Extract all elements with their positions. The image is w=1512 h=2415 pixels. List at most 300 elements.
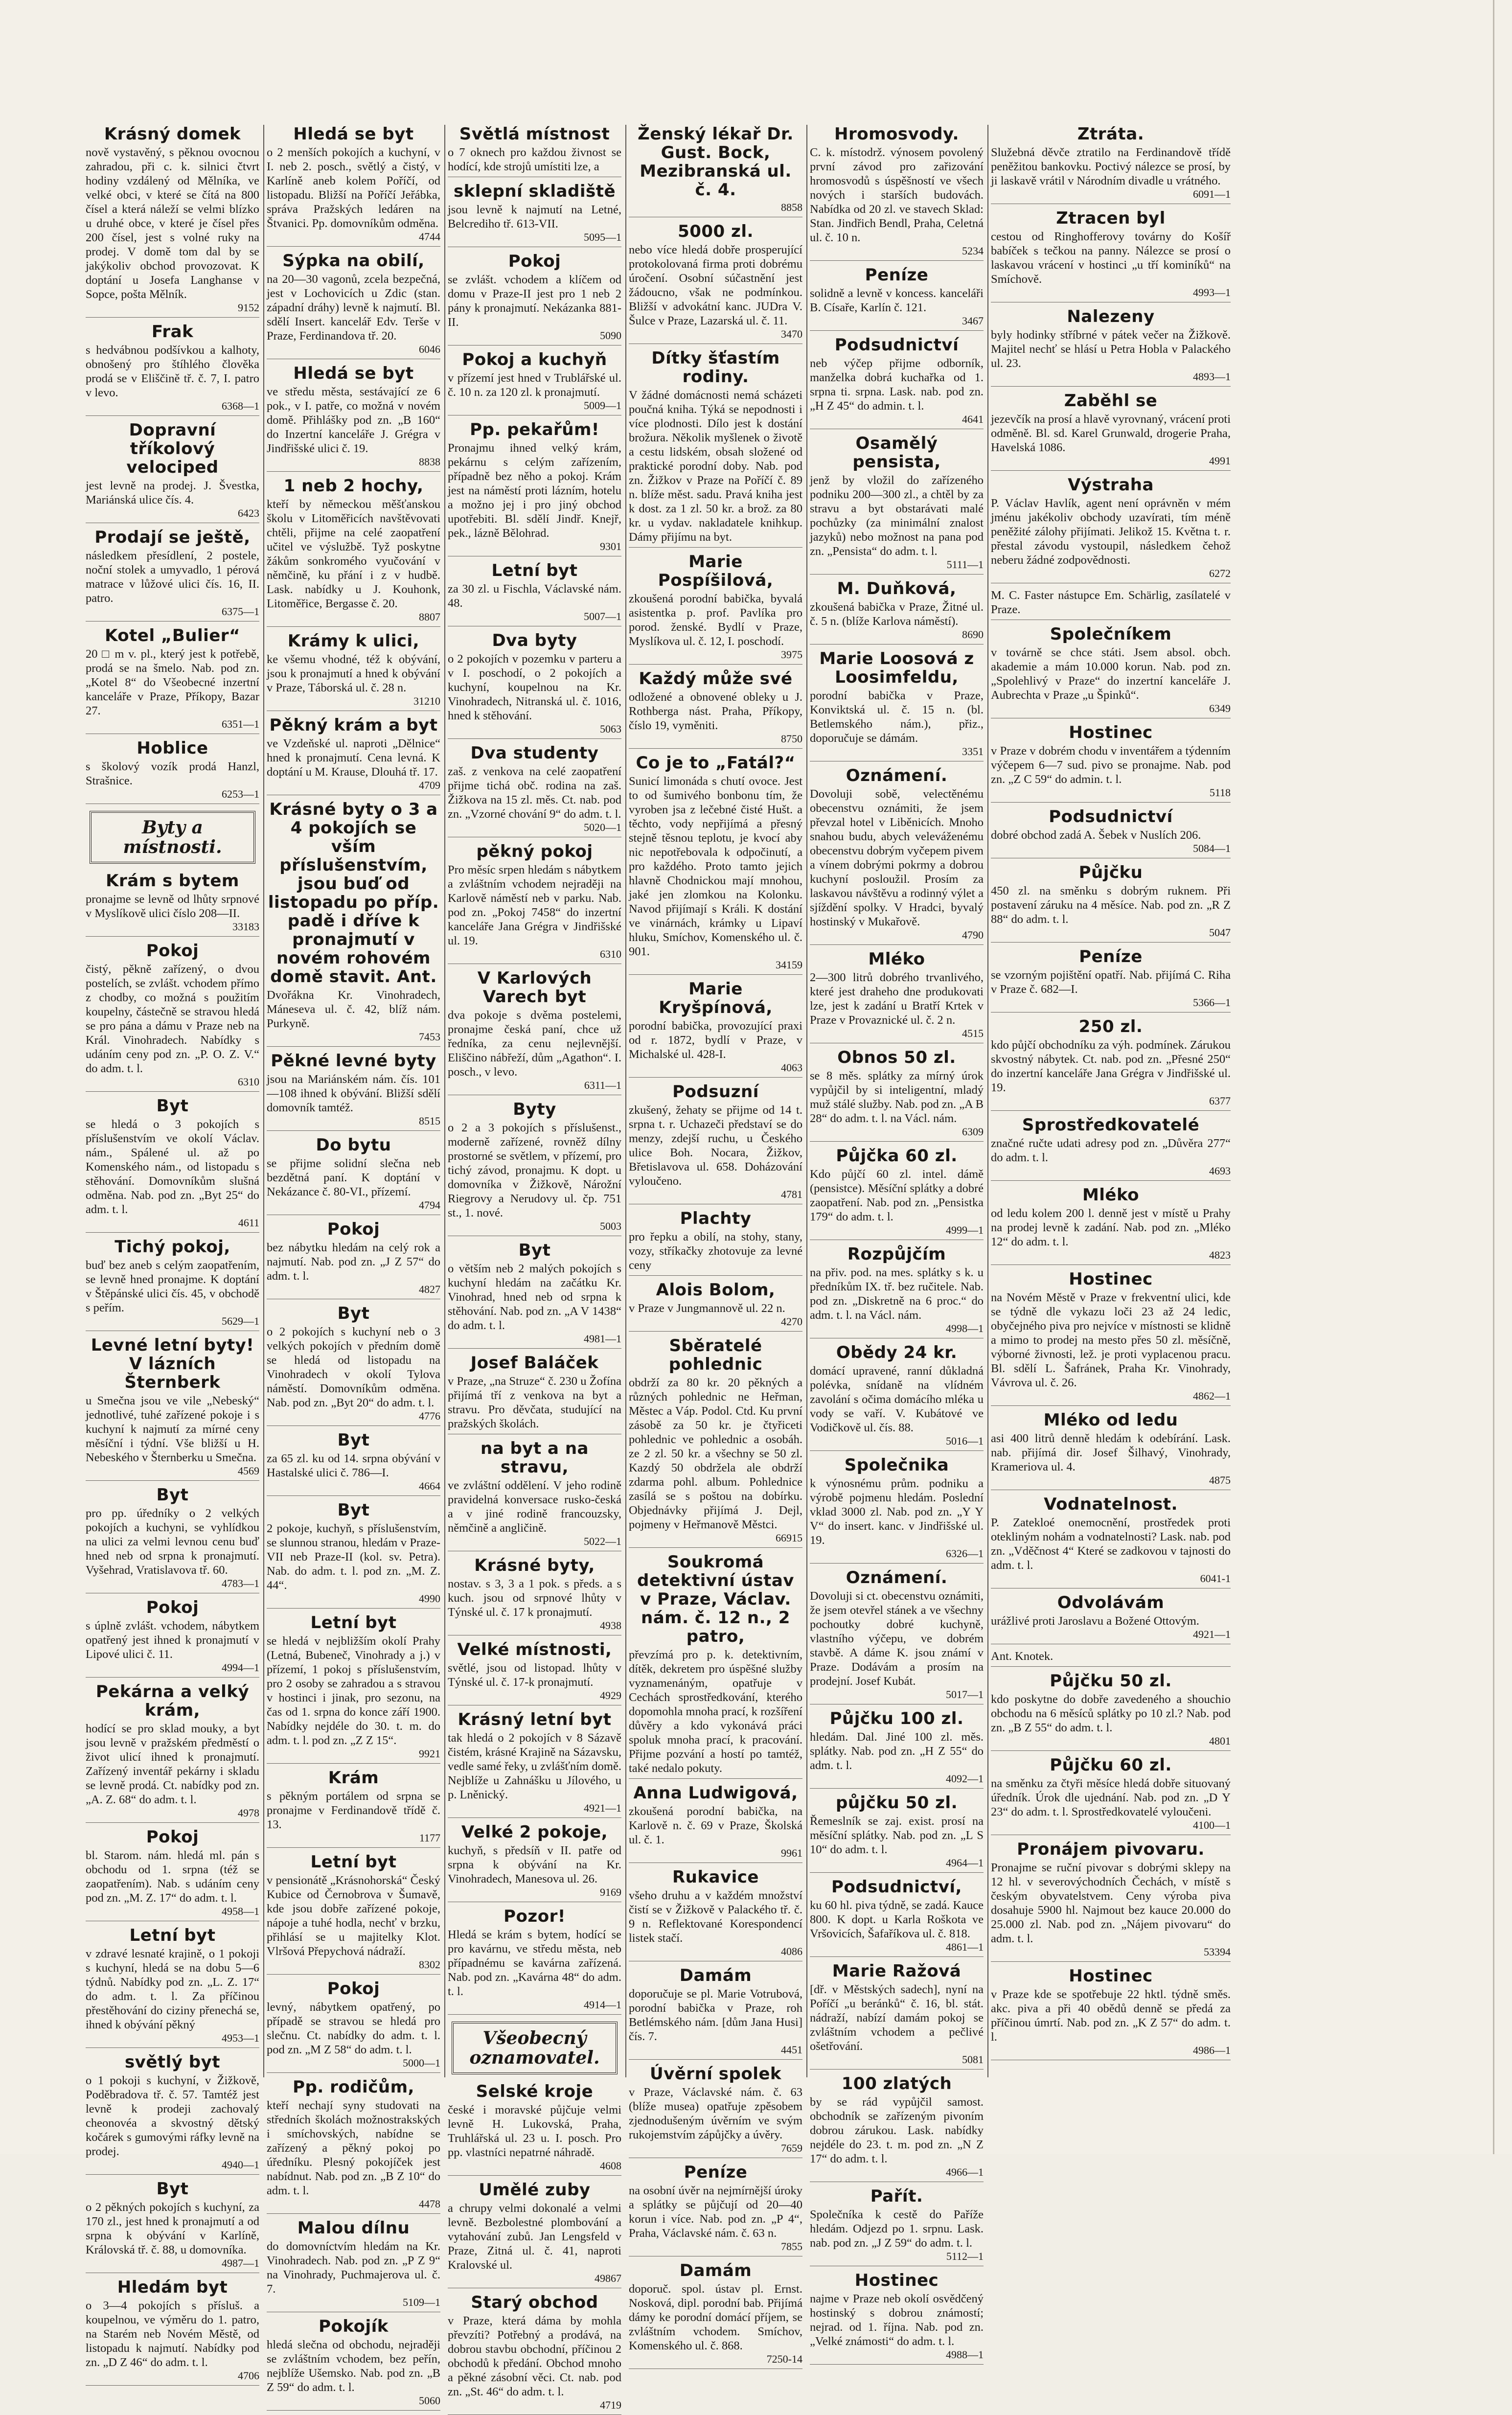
ad-text: odložené a obnovené obleky u J. Rothberga nást. Praha, Příkopy, číslo 19, vyměniti. bbox=[629, 690, 802, 732]
ad-title: Pozor! bbox=[504, 1907, 566, 1926]
ad-title: Hromosvody. bbox=[834, 124, 959, 144]
classified-ad bbox=[991, 476, 1231, 583]
ad-code: 5060 bbox=[419, 2394, 440, 2407]
ad-text: v pensionátě „Krásnohorská“ Český Kubice od Černobrova v Šumavě, kde jsou dobře zařízené pokoje, nápoje a tuhé hodla, nechť v brzku, přihlásí se u majitelky Klot. Vlršová Přepychová nádraží. bbox=[267, 1874, 440, 1958]
ad-text: na Novém Městě v Praze v frekventní ulici, kde se týdně dle vykazu loči 23 až 24 ledic, obyčejného piva pro nejvíce v místnosti se klidně a mimo to prodej na mesto přes 50 zl. měsíčně, výborné živnosti, lež. je proti vyplacenou pracu. Bl. sdělí L. Šafránek, Praha Kr. Vinohrady, Vávrova ul. č. 26. bbox=[991, 1291, 1231, 1389]
ad-text: P. Zatekloé onemocnění, prostředek proti otekliným nohám a vodnatelnosti? Lask. nab. pod zn. „Vděčnost 4“ Které se zadkovou v tajnosti do adm. t. l. bbox=[991, 1516, 1231, 1572]
ad-text: jenž by vložil do zařízeného podniku 200—300 zl., a chtěl by za stravu a byt obstarávati malé pochůzky (za minimální znalost jazyků) nebo možnost na pana pod zn. „Pensista“ do adm. t. l. bbox=[810, 474, 984, 558]
classified-ad bbox=[86, 626, 259, 734]
ad-title: Damám bbox=[679, 1966, 752, 1985]
ad-code: 4092—1 bbox=[946, 1772, 984, 1785]
ad-text: s hedvábnou podšívkou a kalhoty, obnošený pro štíhlého člověka prodá se v Eliščině tř. č. 7, I. patro v levo. bbox=[86, 344, 259, 399]
ad-code: 5000—1 bbox=[403, 2057, 440, 2069]
ad-title: Oznámení. bbox=[846, 766, 948, 785]
ad-code: 4706 bbox=[238, 2369, 259, 2382]
ad-code: 4999—1 bbox=[946, 1224, 984, 1236]
ad-code: 6375—1 bbox=[222, 605, 259, 618]
classified-ad bbox=[448, 631, 621, 739]
ad-code: 4063 bbox=[781, 1061, 802, 1074]
classified-ad bbox=[267, 1136, 440, 1215]
classified-ad bbox=[267, 632, 440, 711]
ad-code: 4270 bbox=[781, 1315, 802, 1328]
ad-code: 6326—1 bbox=[946, 1547, 984, 1560]
ad-title: Letní byt bbox=[310, 1613, 397, 1633]
ad-text: se 8 měs. splátky za mírný úrok vypůjčil by si inteligentní, mladý muž stálé služby. Nab. pod zn. „A B 28“ do adm. t. l. na Václ. nám. bbox=[810, 1069, 984, 1125]
ad-text: Hledá se krám s bytem, hodící se pro kavárnu, ve středu města, neb případnému se kavárna zařízená. Nab. pod zn. „Kavárna 48“ do adm. t. l. bbox=[448, 1928, 621, 1998]
ad-code: 4790 bbox=[962, 929, 984, 941]
classified-ad bbox=[991, 1672, 1231, 1751]
ad-text: ve Vzdeňské ul. naproti „Dělnice“ hned k pronajmutí. Cena levná. K doptání u M. Krause, Dlouhá tř. 17. bbox=[267, 737, 440, 779]
classified-ad bbox=[86, 421, 259, 523]
ad-title: Nalezeny bbox=[1067, 307, 1155, 326]
ad-title: Pokoj bbox=[327, 1979, 380, 1999]
ad-code: 9152 bbox=[238, 301, 259, 314]
ad-text: C. k. místodrž. výnosem povolený první závod pro zařizování hromosvodů s úspěšností ve všech nových i starších budovách. Nabídka od 20 zl. ve stavech Sklad: Stan. Jindřich Bendl, Praha, Celetná ul. č. 10 n. bbox=[810, 146, 984, 244]
ad-text: porodní babička, provozující praxi od r. 1872, bydlí v Praze, v Michalské ul. 428-I. bbox=[629, 1019, 802, 1061]
ad-title: Plachty bbox=[680, 1209, 752, 1228]
ad-title: Marie Kryšpínová, bbox=[659, 979, 773, 1017]
ad-text: kteří nechají syny studovati na středních školách možnostrakských i smíchovských, nabídne se zařízený a pěkný pokoj po úředníku. Plesný pokojíček jest nabídnut. Nab. pod zn. „B Z 10“ do adm. t. l. bbox=[267, 2099, 440, 2197]
classified-ad bbox=[629, 1966, 802, 2060]
classified-ad bbox=[448, 1640, 621, 1705]
classified-ad bbox=[448, 125, 621, 177]
classified-ad bbox=[448, 1100, 621, 1236]
ad-code: 1177 bbox=[419, 1832, 440, 1844]
ad-code: 66915 bbox=[776, 1532, 802, 1544]
classified-ad bbox=[267, 364, 440, 472]
ad-text: Kdo půjčí 60 zl. intel. dámě (pensistce). Měsíční splátky a dobré zaopatření. Nab. pod zn. „Pensistka 179“ do adm. t. l. bbox=[810, 1168, 984, 1223]
classified-ad bbox=[267, 1220, 440, 1299]
section-banner: Byty a místnosti. bbox=[90, 811, 255, 864]
column-2 bbox=[267, 124, 440, 2407]
ad-code: 8807 bbox=[419, 611, 440, 623]
ad-code: 9921 bbox=[419, 1748, 440, 1760]
ad-text: 450 zl. na směnku s dobrým ruknem. Při postavení záruku na 4 měsíce. Nab. pod zn. „R Z 88“ do adm. t. l. bbox=[991, 884, 1231, 926]
ad-title: Ztracen byl bbox=[1056, 208, 1166, 228]
ad-text: Dovoluji sobě, velectěnému obecenstvu oznámiti, že jsem převzal hotel v Liběnicích. Mnoho snahou budu, abych veleváženému obecenstvu dobrým vyčepem pivem a vínem dobrými pokrmy a dobrou kuchyní posloužil. Prosím za laskavou návštěvu a rodinný výlet a sjíždění spolky. V Hradci, byvalý hostinský v Mukařově. bbox=[810, 787, 984, 928]
classified-ad bbox=[991, 307, 1231, 387]
ad-code: 6349 bbox=[1209, 702, 1231, 714]
ad-code: 4953—1 bbox=[222, 2032, 259, 2044]
ad-code: 4776 bbox=[419, 1410, 440, 1422]
classified-ad bbox=[448, 842, 621, 964]
ad-code: 6368—1 bbox=[222, 400, 259, 412]
ad-code: 4981—1 bbox=[584, 1333, 621, 1345]
ad-title: Frak bbox=[151, 322, 194, 342]
ad-code: 6311—1 bbox=[584, 1079, 621, 1091]
ad-text: kuchyň, s předsíň v II. patře od srpna k obývání na Kr. Vinohradech, Manesova ul. 26. bbox=[448, 1844, 621, 1886]
column-divider bbox=[625, 125, 626, 2077]
classified-ad bbox=[810, 1048, 984, 1142]
ad-text: nově vystavěný, s pěknou ovocnou zahradou, při c. k. silnici čtvrt hodiny vzdálený od Mělníka, ve velké obci, v které se čítá na 800 čísel a která náleží se velmi blízko u druhé obce, v které je čísel přes 200 čísel, jest s volné ruky na prodej. V domě tom dal by se jakýkoliv obchod provozovat. K doptání u Josefa Langhanse v Sopce, pošta Mělník. bbox=[86, 146, 259, 301]
ad-code: 5047 bbox=[1209, 926, 1231, 939]
ad-text: nostav. s 3, 3 a 1 pok. s předs. a s kuch. jsou od srpnové lhůty v Týnské ul. č. 17 k pronajmutí. bbox=[448, 1577, 621, 1619]
classified-ad bbox=[448, 2181, 621, 2288]
classified-ad bbox=[267, 2317, 440, 2411]
ad-code: 5118 bbox=[1209, 786, 1231, 799]
ad-text: cestou od Ringhofferovy továrny do Košíř babíček s tečkou na panny. Nálezce se prosí o laskavou vrácení v hostinci „u tří kominíků“ na Smíchově. bbox=[991, 230, 1231, 286]
ad-code: 4451 bbox=[781, 2044, 802, 2056]
ad-code: 4783—1 bbox=[222, 1577, 259, 1589]
ad-code: 4978 bbox=[238, 1807, 259, 1819]
classified-ad bbox=[991, 1411, 1231, 1490]
classified-ad bbox=[267, 477, 440, 627]
ad-title: Hledám byt bbox=[117, 2277, 228, 2297]
ad-title: Byt bbox=[156, 2179, 189, 2199]
ad-text: převzímá pro p. k. detektivním, dítěk, dekretem pro úspěšné služby vyznamenáným, opatřuje v Cechách sprostředkování, kterého dopomohla mnoha prací, k rozšíření důvěry a kdo vykonává práci spoluk mnoha prací, k pracování. Přijme pozvání a hostí po tamtéž, také nedalo pokuty. bbox=[629, 1648, 802, 1775]
ad-title: Pařít. bbox=[870, 2186, 923, 2206]
ad-text: kteří by německou měšťanskou školu v Litoměřicích navštěvovati chtěli, přijme na celé zaopatření učitel ve výslužbě. Tyž poskytne žákům sonkromého vyučování v němčině, ku přání i z v hudbě. Lask. nabídky u J. Kouhonk, Litoměřice, Bergasse č. 20. bbox=[267, 498, 440, 610]
ad-title: Každý může své bbox=[639, 669, 793, 689]
ad-text: v Praze, která dáma by mohla převzíti? Potřebný a prodává, na dobrou stavbu obchodní, příčinou 2 obchodů k předání. Obchod mnoho a pěkné zásobní věci. Ct. nab. pod zn. „St. 46“ do adm. t. l. bbox=[448, 2314, 621, 2398]
ad-text: a chrupy velmi dokonalé a velmi levně. Bezbolestné plombování a vytahování zubů. Jan Lengsfeld v Praze, Zitná ul. č. 41, naproti Kralovské ul. bbox=[448, 2202, 621, 2272]
ad-code: 4914—1 bbox=[584, 1999, 621, 2011]
ad-title: Velké 2 pokoje, bbox=[461, 1822, 608, 1842]
ad-title: Mléko bbox=[1082, 1185, 1140, 1205]
column-5 bbox=[810, 124, 984, 2361]
ad-text: následkem přesídlení, 2 postele, noční stolek a umyvadlo, 1 pérová matrace v lůžové ulici čís. 16, II. patro. bbox=[86, 549, 259, 605]
ad-title: Umělé zuby bbox=[479, 2180, 591, 2200]
ad-code: 8750 bbox=[781, 733, 802, 745]
ad-text: Ant. Knotek. bbox=[991, 1650, 1054, 1663]
ad-title: Pokoj bbox=[327, 1219, 380, 1239]
ad-text: čistý, pěkně zařízený, o dvou postelích, se zvlášt. vchodem přímo z chodby, co možná s použitím koupelny, částečně se stravou hledá se pro pána a dámu v Praze neb na Král. Vinohradech. Nabídky s udáním ceny pod zn. „P. O. Z. V.“ do adm. t. l. bbox=[86, 963, 259, 1075]
classified-ad bbox=[810, 266, 984, 331]
ad-text: ve středu města, sestávající ze 6 pok., v I. patře, co možná v novém domě. Přihlášky pod zn. „B 160“ do Inzertní kanceláře J. Grégra v Jindřišské ulici č. 19. bbox=[267, 385, 440, 455]
ad-text: dva pokoje s dvěma postelemi, pronajme česká paní, chce už ředníka, za cenu nejlevnější. Eliščino nábřeží, dům „Agathon“. I. posch., v levo. bbox=[448, 1009, 621, 1079]
ad-code: 4875 bbox=[1209, 1474, 1231, 1486]
ad-code: 5234 bbox=[962, 245, 984, 257]
ad-text: za 65 zl. ku od 14. srpna obývání v Hastalské ulici č. 786—I. bbox=[267, 1452, 440, 1479]
ad-title: Hledá se byt bbox=[293, 124, 414, 144]
classified-ad bbox=[86, 1097, 259, 1233]
classified-ad bbox=[991, 807, 1231, 858]
ad-text: v Praze v dobrém chodu v inventářem a týdenním výčepem 6—7 sud. pivo se pronajme. Nab. pod zn. „Z C 59“ do admin. t. l. bbox=[991, 744, 1231, 786]
ad-code: 5003 bbox=[600, 1220, 621, 1232]
ad-code: 4478 bbox=[419, 2198, 440, 2210]
ad-title: Hostinec bbox=[1069, 1966, 1153, 1986]
ad-text: k výnosnému prům. podniku a výrobě pojmenu hledám. Poslední vklad 3000 zl. Nab. pod zn. „Y Y V“ do insert. kanc. v Jindřišské ul. 19. bbox=[810, 1477, 984, 1547]
classified-ad bbox=[810, 1794, 984, 1873]
classified-ad bbox=[267, 1052, 440, 1131]
ad-title: Ztráta. bbox=[1077, 124, 1145, 144]
ad-text: v továrně se chce státi. Jsem absol. obch. akademie a mám 10.000 korun. Nab. pod zn. „Spolehlivý v Praze“ do inzertní kanceláře J. Aubrechta v Praze „u Špinků“. bbox=[991, 646, 1231, 702]
classified-ad bbox=[810, 766, 984, 945]
classified-ad bbox=[86, 1598, 259, 1678]
ad-code: 5020—1 bbox=[584, 821, 621, 833]
ad-code: 4719 bbox=[600, 2399, 621, 2411]
ad-code: 5009—1 bbox=[584, 399, 621, 412]
ad-title: Anna Ludwigová, bbox=[633, 1783, 798, 1803]
ad-title: Kotel „Bulier“ bbox=[105, 626, 240, 645]
ad-title: Půjčku 100 zl. bbox=[829, 1709, 964, 1728]
classified-ad bbox=[629, 125, 802, 217]
classified-ad bbox=[629, 1868, 802, 1961]
ad-code: 6272 bbox=[1209, 567, 1231, 579]
ad-title: Do bytu bbox=[316, 1135, 391, 1155]
classified-ad bbox=[991, 588, 1231, 620]
classified-ad bbox=[629, 349, 802, 548]
ad-title: Pokoj bbox=[146, 941, 199, 961]
classified-ad bbox=[629, 754, 802, 975]
classified-ad bbox=[86, 1682, 259, 1823]
ad-text: Pronajmu ihned velký krám, pekárnu s celým zařízením, případně bez něho a pokoj. Krám jest na náměstí proti lázním, hotelu a možno jej i pro jiný obchod upotřebiti. Bl. sdělí Jindř. Knejř, pek., lázně Bělohrad. bbox=[448, 441, 621, 540]
ad-text: domácí upravené, ranní důkladná polévka, snídaně na vlídném zavolání s očima domácího mléka u vody se vaří. V. Kubátové ve Vodičkově ul. čís. 88. bbox=[810, 1364, 984, 1434]
ad-text: zaš. z venkova na celé zaopatření přijme tichá obč. rodina na zaš. Žižkova na 15 zl. měs. Ct. nab. pod zn. „Vzorné chování 9“ do adm. t. l. bbox=[448, 765, 621, 821]
ad-title: Pokoj a kuchyň bbox=[462, 350, 607, 369]
ad-code: 4987—1 bbox=[222, 2257, 259, 2269]
ad-code: 4964—1 bbox=[946, 1857, 984, 1869]
ad-code: 5095—1 bbox=[584, 231, 621, 243]
classified-ad bbox=[267, 1853, 440, 1975]
ad-text: v Praze v Jungmannově ul. 22 n. bbox=[629, 1302, 785, 1315]
ad-text: by se rád vypůjčil samost. obchodník se zařízeným pivoním dobrou zárukou. Lask. nabídky nejdéle do 23. t. m. pod zn. „N Z 17“ do adm. t. l. bbox=[810, 2095, 984, 2165]
ad-title: Selské kroje bbox=[476, 2082, 594, 2101]
classified-ad bbox=[991, 947, 1231, 1012]
ad-title: světlý byt bbox=[124, 2052, 221, 2072]
classified-ad bbox=[267, 1304, 440, 1426]
ad-title: sklepní skladiště bbox=[453, 182, 616, 201]
ad-title: Podsudnictví, bbox=[831, 1877, 962, 1897]
ad-title: Krám bbox=[328, 1768, 379, 1788]
classified-ad bbox=[86, 2053, 259, 2175]
ad-code: 34159 bbox=[776, 959, 802, 971]
ad-text: na 20—30 vagonů, zcela bezpečná, jest v Lochovicích u Zdic (stan. západní dráhy) levně k najmutí. Bl. sdělí Insert. kancelář Edv. Terše v Praze, Ferdinandova tř. 20. bbox=[267, 273, 440, 343]
ad-text: v Praze, „na Struze“ č. 230 u Žofína přijímá tří z venkova na byt a stravu. Pro děvčata, studující na pražských školách. bbox=[448, 1375, 621, 1430]
ad-code: 6377 bbox=[1209, 1095, 1231, 1107]
ad-code: 4801 bbox=[1209, 1735, 1231, 1747]
ad-title: Damám bbox=[679, 2261, 752, 2280]
ad-code: 4664 bbox=[419, 1480, 440, 1492]
ad-title: Ženský lékař Dr. Gust. Bock, Mezibranská ul. č. 4. bbox=[638, 124, 794, 200]
ad-text: s školový vozík prodá Hanzl, Strašnice. bbox=[86, 760, 259, 787]
classified-ad bbox=[448, 420, 621, 556]
ad-text: bez nábytku hledám na celý rok a najmutí. Nab. pod zn. „J Z 57“ do adm. t. l. bbox=[267, 1241, 440, 1283]
page-edge bbox=[1493, 0, 1494, 2154]
ad-text: u Smečna jsou ve vile „Nebeský“ jednotlivé, tuhé zařízené pokoje i s kuchyní k najmutí za mírné ceny měsíční i týdní. Vše bližší u H. Nebeského v Šternberku u Smečna. bbox=[86, 1394, 259, 1464]
ad-text: od ledu kolem 200 l. denně jest v místě u Prahy na prodej levně k zadání. Nab. pod zn. „Mléko 12“ do adm. t. l. bbox=[991, 1207, 1231, 1248]
classified-ad bbox=[86, 1486, 259, 1593]
classified-ad bbox=[991, 863, 1231, 943]
ad-code: 4966—1 bbox=[946, 2166, 984, 2178]
ad-title: Krámy k ulici, bbox=[287, 631, 420, 651]
ad-title: Pokoj bbox=[508, 252, 561, 271]
ad-text: o 2 a 3 pokojích s příslušenst., moderně zařízené, rovněž dílny prostorné se světlem, v přízemí, pro tichý závod, pronajmu. K dopt. u domovníka v Žižkově, Nárožní Riegrovy a Nerudovy ul. čp. 751 st., 1. nové. bbox=[448, 1121, 621, 1219]
ad-text: pronajme se levně od lhůty srpnové v Myslíkově ulici číslo 208—II. bbox=[86, 893, 259, 920]
classified-ad bbox=[267, 716, 440, 795]
classified-ad bbox=[267, 125, 440, 247]
ad-title: Sýpka na obilí, bbox=[282, 251, 425, 271]
ad-text: se hledá o 3 pokojích s příslušenstvím ve okolí Václav. nám., Spálené ul. až po Komenského nám., od listopadu s stěhování. Domovníkům slušná odměna. Nab. pod zn. „Byt 25“ do adm. t. l. bbox=[86, 1118, 259, 1216]
ad-title: Marie Ražová bbox=[832, 1961, 962, 1981]
ad-code: 3470 bbox=[781, 328, 802, 340]
ad-title: Pokoj bbox=[146, 1827, 199, 1847]
classified-ad bbox=[86, 942, 259, 1092]
ad-text: zkoušená babička v Praze, Žitné ul. č. 5 n. (blíže Karlova náměstí). bbox=[810, 600, 984, 628]
classified-ad bbox=[629, 1336, 802, 1548]
classified-ad bbox=[991, 1116, 1231, 1181]
ad-code: 6041-1 bbox=[1200, 1572, 1231, 1585]
ad-text: v Praze kde se spotřebuje 22 hktl. týdně směs. akc. piva a při 40 obědů denně se předá za příčinou úmrtí. Nab. pod zn. „K Z 57“ do adm. t. l. bbox=[991, 1988, 1231, 2044]
ad-text: o 2 pokojích v pozemku v parteru a v I. poschodí, o 2 pokojích a kuchyní, koupelnou na Kr. Vinohradech, Nitranská ul. č. 1016, hned k stěhování. bbox=[448, 652, 621, 722]
classified-ad bbox=[810, 1878, 984, 1957]
classified-ad bbox=[810, 2074, 984, 2182]
ad-code: 4994—1 bbox=[222, 1661, 259, 1674]
ad-title: Velké místnosti, bbox=[457, 1640, 612, 1659]
ad-title: Byt bbox=[337, 1430, 370, 1450]
classified-ad bbox=[991, 209, 1231, 302]
ad-text: se hledá v nejbližším okolí Prahy (Letná, Bubeneč, Vinohrady a j.) v přízemí, 1 pokoj s příslušenstvím, pro 2 osoby se zahradou a s stravou v hostinci i jinak, pro sezonu, na čas od 1. srpna do konce září 1900. Nabídky nejdéle do 30. t. m. do adm. t. l. pod zn. „Z Z 15“. bbox=[267, 1634, 440, 1747]
ad-text: asi 400 litrů denně hledám k odebírání. Lask. nab. přijímá dir. Josef Šilhavý, Vinohrady, Krameriova ul. 4. bbox=[991, 1432, 1231, 1473]
classified-ad bbox=[629, 2261, 802, 2369]
ad-title: Soukromá detektivní ústav v Praze, Václav. nám. č. 12 n., 2 patro, bbox=[637, 1552, 794, 1646]
ad-code: 4641 bbox=[962, 413, 984, 425]
classified-ad bbox=[267, 1979, 440, 2073]
classified-ad bbox=[267, 1501, 440, 1609]
ad-text: zkušený, žehaty se přijme od 14 t. srpna t. r. Uchazeči představí se do menzy, zdejší ruchu, u Českého ulice Boh. Nocara, Žižkov, Břetislavova ul. 658. Doházování vyloučeno. bbox=[629, 1104, 802, 1188]
ad-text: kdo půjčí obchodníku za výh. podmínek. Zárukou skvostný nábytek. Ct. nab. pod zn. „Přesné 250“ do inzertní kanceláře Jana Grégra v Jindřišské ul. 19. bbox=[991, 1038, 1231, 1094]
classified-ad bbox=[810, 434, 984, 575]
ad-text: jsou na Mariánském nám. čís. 101—108 ihned k obývání. Bližší sdělí domovník tamtéž. bbox=[267, 1073, 440, 1114]
ad-text: světlé, jsou od listopad. lhůty v Týnské ul. č. 17-k pronajmutí. bbox=[448, 1661, 621, 1689]
classified-ad bbox=[86, 1238, 259, 1331]
ad-text: o 2 pokojích s kuchyní neb o 3 velkých pokojích v předním domě se hledá od listopadu na Vinohradech v okolí Tylova náměstí. Domovníkům odměna. Nab. pod zn. „Byt 20“ do adm. t. l. bbox=[267, 1325, 440, 1409]
ad-code: 4709 bbox=[419, 779, 440, 791]
ad-code: 4608 bbox=[600, 2160, 621, 2172]
ad-code: 4086 bbox=[781, 1945, 802, 1957]
ad-title: Marie Pospíšilová, bbox=[658, 552, 774, 590]
ad-title: Podsudnictví bbox=[834, 335, 959, 355]
ad-title: Alois Bolom, bbox=[656, 1280, 776, 1300]
ad-code: 4515 bbox=[962, 1027, 984, 1039]
ad-text: jezevčík na prosí a hlavě vyrovnaný, vrácení proti odměně. Bl. sd. Karel Grunwald, drogerie Praha, Havelská 1086. bbox=[991, 413, 1231, 454]
ad-title: Oznámení. bbox=[846, 1568, 948, 1587]
ad-text: značné ručte udati adresy pod zn. „Důvěra 277“ do adm. t. l. bbox=[991, 1137, 1231, 1164]
ad-code: 4893—1 bbox=[1193, 370, 1231, 383]
ad-code: 7453 bbox=[419, 1031, 440, 1043]
ad-code: 5084—1 bbox=[1193, 842, 1231, 854]
ad-title: Mléko od ledu bbox=[1043, 1410, 1178, 1430]
ad-title: 5000 zl. bbox=[678, 222, 754, 241]
classified-ad bbox=[991, 1840, 1231, 1962]
ad-title: Marie Loosová z Loosimfeldu, bbox=[819, 649, 974, 687]
ad-code: 4990 bbox=[419, 1592, 440, 1605]
ad-code: 4940—1 bbox=[222, 2159, 259, 2171]
classified-ad bbox=[629, 1082, 802, 1204]
ad-code: 33183 bbox=[232, 920, 259, 933]
ad-text: o 2 menších pokojích a kuchyní, v I. neb 2. posch., světlý a čistý, v Karlíně aneb kolem Poříčí, od listopadu. Bližší na Poříčí Jeřábka, správa Pražských ledáren na Štvanici. Pp. domovníkům odměna. bbox=[267, 146, 440, 230]
classified-ad bbox=[810, 1245, 984, 1338]
ad-text: obdrží za 80 kr. 20 pěkných a různých pohlednic ne Heřman, Městec a Váp. Podol. Ctd. Ku první zásobě za 50 kr. je čtyřiceti pohlednic ve pohlednic a osobáh. ze 2 zl. 50 kr. a všechny se 50 zl. Kazdý 50 obdržela ale obdrží zdarma pohl. album. Pohlednice zasílá se s poštou na dobírku. Objednávky přijímá J. Dejl, pojmeny v Heřmanově Městci. bbox=[629, 1376, 802, 1531]
ad-title: Hostinec bbox=[1069, 1269, 1153, 1289]
classified-ad bbox=[810, 1456, 984, 1564]
classified-ad bbox=[810, 1962, 984, 2070]
ad-text: se zvlášt. vchodem a klíčem od domu v Praze-II jest pro 1 neb 2 pány k pronajmutí. Nekázanka 881-II. bbox=[448, 273, 621, 329]
classified-ad bbox=[267, 2219, 440, 2312]
ad-title: Hoblice bbox=[137, 738, 208, 758]
ad-code: 3975 bbox=[781, 648, 802, 661]
classified-ad bbox=[86, 2180, 259, 2273]
ad-title: Pokoj bbox=[146, 1598, 199, 1617]
ad-title: Josef Baláček bbox=[470, 1353, 599, 1373]
ad-title: Obědy 24 kr. bbox=[836, 1343, 958, 1362]
ad-title: Tichý pokoj, bbox=[115, 1237, 230, 1257]
ad-code: 5112—1 bbox=[946, 2250, 984, 2262]
classified-ad bbox=[991, 723, 1231, 803]
ad-code: 3351 bbox=[962, 745, 984, 758]
classified-ad bbox=[86, 528, 259, 621]
classified-ad bbox=[810, 2187, 984, 2266]
classified-ad bbox=[86, 1336, 259, 1481]
ad-code: 4693 bbox=[1209, 1165, 1231, 1177]
ad-text: hledá slečna od obchodu, nejraději se zvláštním vchodem, bez peřín, nejblíže Ušemsko. Nab. pod zn. „B Z 59“ do adm. t. l. bbox=[267, 2338, 440, 2394]
ad-title: Krásné byty o 3 a 4 pokojích se vším příslušenstvím, jsou buď od listopadu po příp. padě i dříve k pronajmutí v novém rohovém domě stavit. Ant. bbox=[268, 800, 439, 987]
ad-text: tak hledá o 2 pokojích v 8 Sázavě čistém, krásné Krajině na Sázavsku, vedle samé řeky, u zvlášťním domě. Nejblíže u Zahnášku u Jílového, u p. Lněnický. bbox=[448, 1731, 621, 1801]
ad-text: hledám. Dal. Jiné 100 zl. měs. splátky. Nab. pod zn. „H Z 55“ do adm. t. l. bbox=[810, 1730, 984, 1772]
ad-code: 6423 bbox=[238, 507, 259, 519]
ad-title: Půjčku bbox=[1078, 863, 1143, 882]
classified-ad bbox=[810, 125, 984, 261]
ad-code: 6253—1 bbox=[222, 788, 259, 800]
ad-text: byly hodinky stříbrné v pátek večer na Žižkově. Majitel nechť se hlásí u Petra Hobla v Palackého ul. 23. bbox=[991, 328, 1231, 370]
ad-code: 5111—1 bbox=[946, 558, 984, 571]
ad-code: 5007—1 bbox=[584, 610, 621, 622]
ad-title: Hledá se byt bbox=[293, 364, 414, 383]
classified-ad bbox=[991, 391, 1231, 471]
ad-title: Starý obchod bbox=[471, 2293, 598, 2312]
ad-text: buď bez aneb s celým zaopatřením, se levně hned pronajme. K doptání v Štěpánské ulici čís. 45, v obchodě s peřím. bbox=[86, 1259, 259, 1314]
ad-title: Byt bbox=[518, 1241, 551, 1260]
classified-ad bbox=[448, 1241, 621, 1349]
classified-ad bbox=[810, 1147, 984, 1240]
ad-code: 7855 bbox=[781, 2240, 802, 2253]
ad-title: 100 zlatých bbox=[841, 2074, 952, 2093]
ad-code: 4988—1 bbox=[946, 2348, 984, 2361]
ad-text: najme v Praze neb okolí osvědčený hostinský s dobrou známostí; nejrad. od 1. října. Nab. pod zn. „Velké známosti“ do adm. t. l. bbox=[810, 2292, 984, 2348]
ad-title: Byt bbox=[337, 1500, 370, 1520]
ad-title: Levné letní byty! V lázních Šternberk bbox=[91, 1335, 254, 1392]
ad-title: Malou dílnu bbox=[297, 2218, 410, 2238]
ad-code: 53394 bbox=[1204, 1946, 1231, 1958]
ad-title: Sběratelé pohlednic bbox=[668, 1336, 763, 1374]
classified-ad bbox=[810, 1709, 984, 1789]
ad-text: o 1 pokoji s kuchyní, v Žižkově, Poděbradova tř. č. 57. Tamtéž jest levně k prodeji zachovalý cheonovéa a skvostný dětský kočárek s gumovými ráfky levně na prodej. bbox=[86, 2074, 259, 2158]
ad-title: Sprostředkovatelé bbox=[1022, 1115, 1200, 1135]
ad-code: 8515 bbox=[419, 1115, 440, 1127]
ad-title: Dopravní tříkolový velociped bbox=[126, 420, 219, 477]
ad-code: 5022—1 bbox=[584, 1535, 621, 1547]
ad-title: Mléko bbox=[868, 949, 925, 969]
ad-title: Výstraha bbox=[1068, 475, 1154, 495]
classified-ad bbox=[991, 1017, 1231, 1111]
ad-code: 4921—1 bbox=[1193, 1628, 1231, 1640]
ad-code: 4611 bbox=[238, 1217, 259, 1229]
classified-ad bbox=[991, 1756, 1231, 1835]
ad-text: s úplně zvlášt. vchodem, nábytkem opatřený jest ihned k pronajmutí v Lipové ulici č. 11. bbox=[86, 1619, 259, 1661]
ad-code: 8690 bbox=[962, 628, 984, 641]
classified-ad bbox=[629, 980, 802, 1078]
ad-code: 4569 bbox=[238, 1465, 259, 1477]
classified-ad bbox=[448, 1710, 621, 1818]
ad-code: 4794 bbox=[419, 1199, 440, 1211]
ad-text: nebo více hledá dobře prosperující protokolovaná firma proti dobrému úročení. Osobní súčastnění jest žádoucno, však ne podmínkou. Bližší v advokátní kanc. JUDra V. Šulce v Praze, Lazarská ul. č. 11. bbox=[629, 243, 802, 327]
ad-title: Hostinec bbox=[854, 2271, 939, 2290]
ad-title: Úvěrní spolek bbox=[649, 2064, 782, 2084]
ad-code: 5081 bbox=[962, 2053, 984, 2066]
ad-text: Řemeslník se zaj. exist. prosí na měsíční splátky. Nab. pod zn. „L S 10“ do adm. t. l. bbox=[810, 1815, 984, 1856]
ad-title: Zaběhl se bbox=[1064, 391, 1158, 411]
ad-text: v Praze, Václavské nám. č. 63 (blíže musea) opatřuje zpěsobem zjednodušeným úvěrním ve svým rukojemstvím zápůjčky a úvěry. bbox=[629, 2086, 802, 2141]
